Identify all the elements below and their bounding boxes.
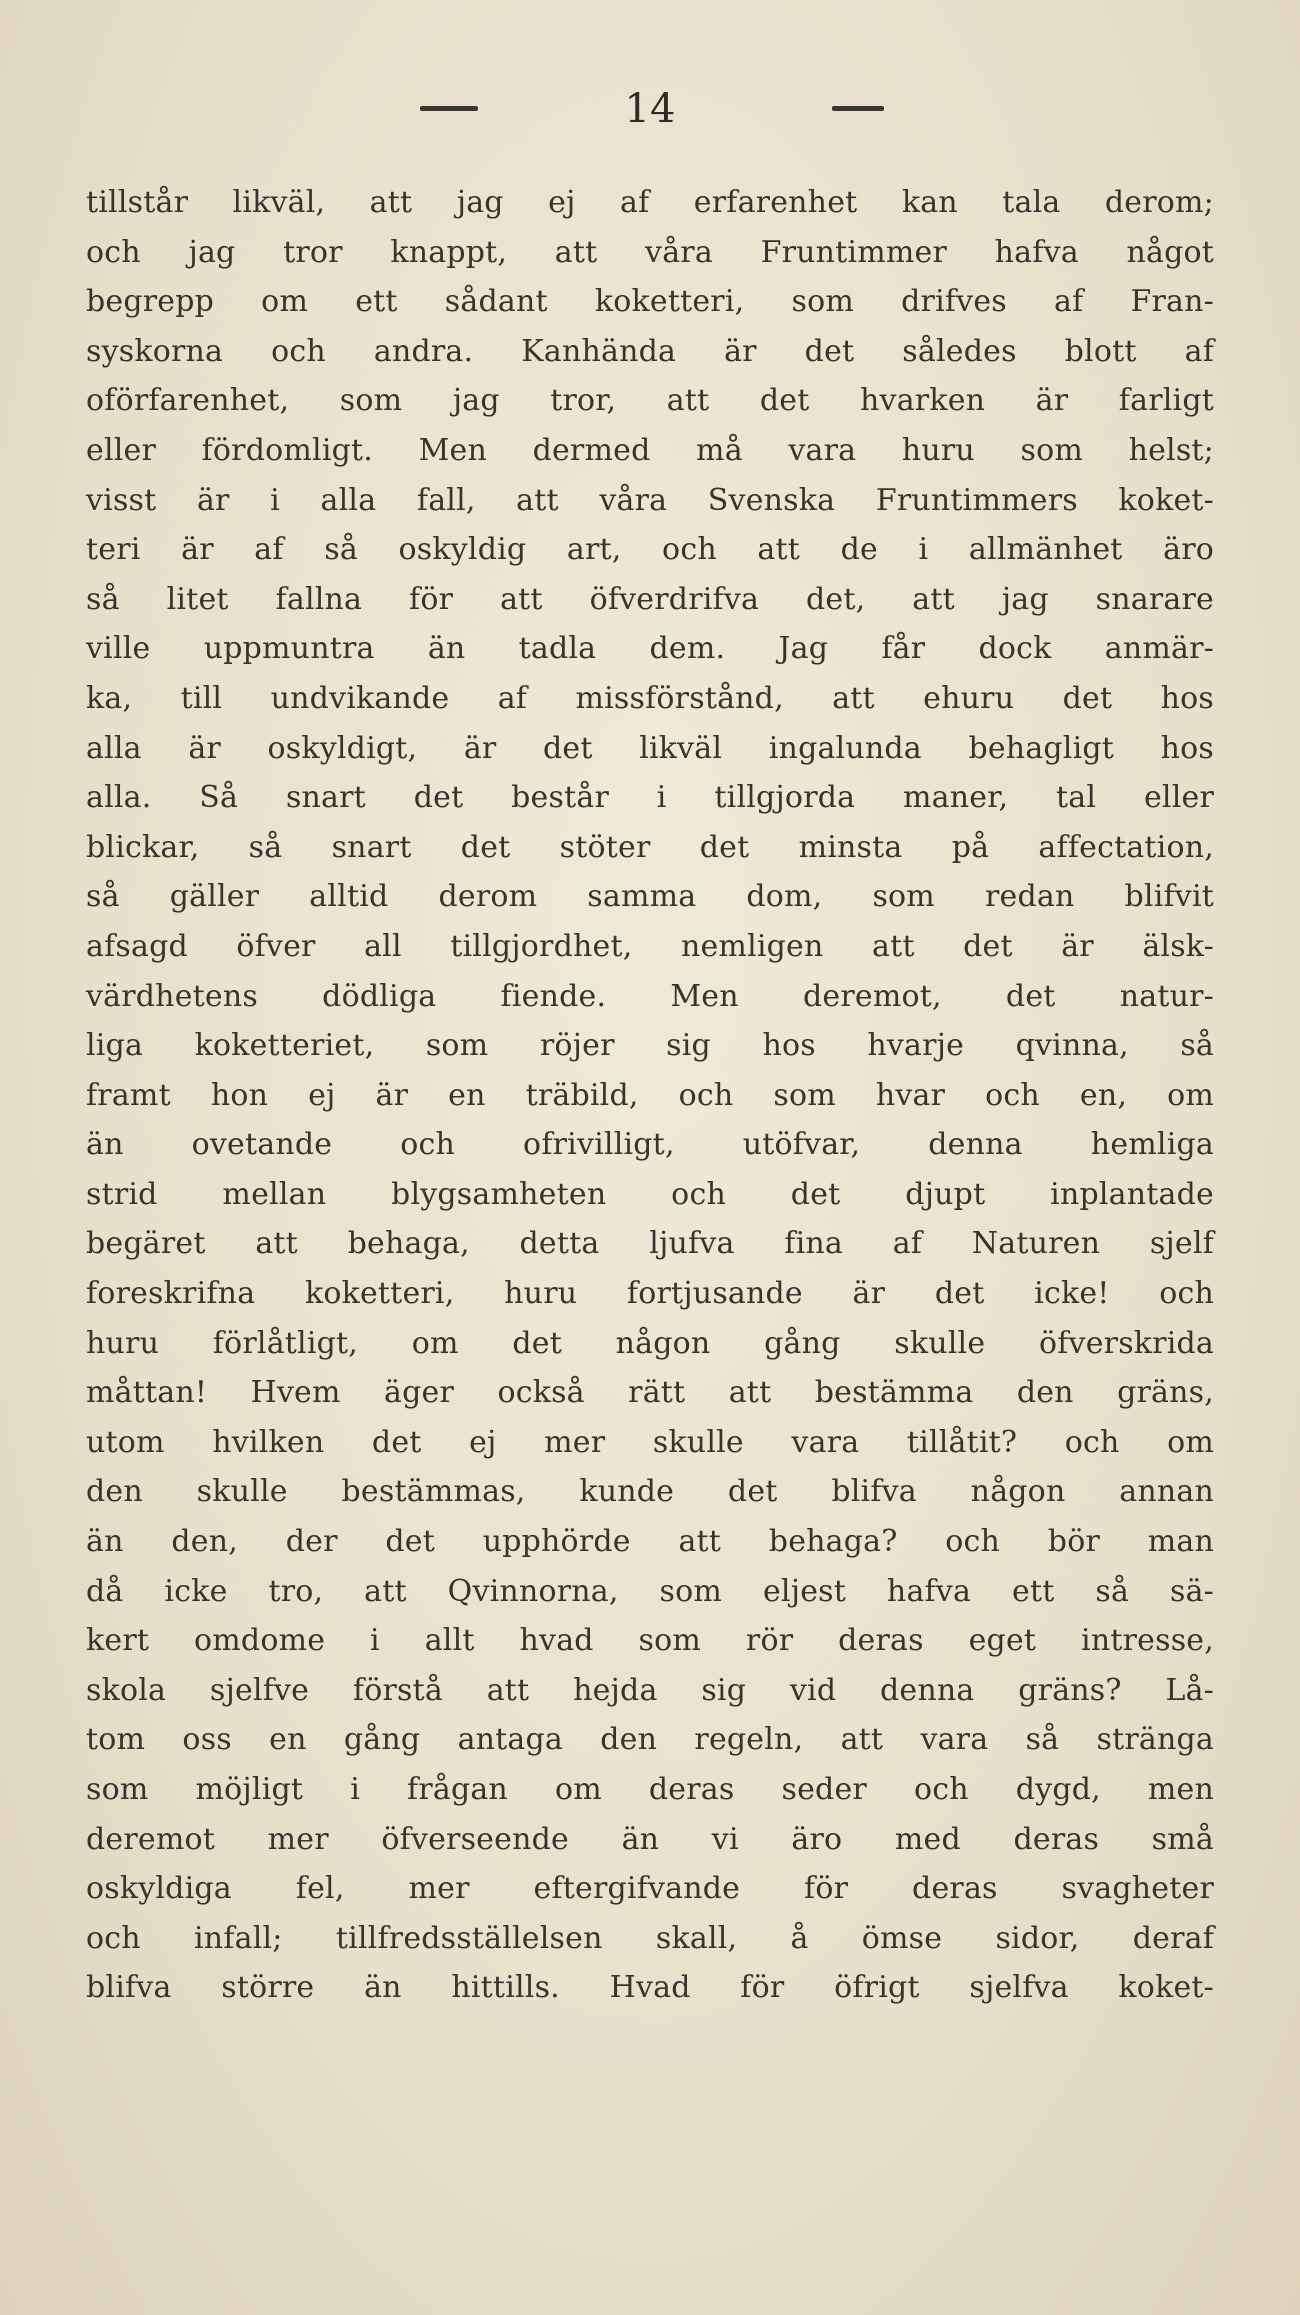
text-line: tillstår likväl, att jag ej af erfarenhet kan tala derom; — [86, 185, 1214, 220]
text-line: måttan! Hvem äger också rätt att bestämma den gräns, — [86, 1375, 1214, 1411]
text-line: kert omdome i allt hvad som rör deras eget intresse, — [86, 1623, 1214, 1659]
text-line: oförfarenhet, som jag tror, att det hvarken är farligt — [86, 383, 1214, 419]
text-line: foreskrifna koketteri, huru fortjusande är det icke! och — [86, 1276, 1214, 1312]
header-dash-right — [832, 106, 884, 111]
text-line: begrepp om ett sådant koketteri, som drifves af Fran- — [86, 284, 1214, 320]
text-line: skola sjelfve förstå att hejda sig vid denna gräns? Lå- — [86, 1672, 1214, 1708]
text-line: än ovetande och ofrivilligt, utöfvar, denna hemliga — [86, 1127, 1214, 1163]
text-line: eller fördomligt. Men dermed må vara huru som helst; — [86, 432, 1214, 468]
text-line: framt hon ej är en träbild, och som hvar och en, om — [86, 1077, 1214, 1113]
text-line: då icke tro, att Qvinnorna, som eljest hafva ett så sä- — [86, 1573, 1214, 1609]
text-line: begäret att behaga, detta ljufva fina af Naturen sjelf — [86, 1226, 1214, 1262]
text-line: alla. Så snart det består i tillgjorda maner, tal eller — [86, 780, 1214, 816]
page-header — [0, 86, 1300, 136]
text-line: afsagd öfver all tillgjordhet, nemligen att det är älsk- — [86, 928, 1214, 964]
text-line: den skulle bestämmas, kunde det blifva någon annan — [86, 1474, 1214, 1510]
text-line: teri är af så oskyldig art, och att de i allmänhet äro — [86, 532, 1214, 568]
text-line: utom hvilken det ej mer skulle vara tillåtit? och om — [86, 1424, 1214, 1460]
text-line: än den, der det upphörde att behaga? och bör man — [86, 1524, 1214, 1560]
text-line: så gäller alltid derom samma dom, som redan blifvit — [86, 879, 1214, 915]
header-dash-left — [420, 106, 478, 111]
body-text — [86, 178, 1214, 2013]
text-line: visst är i alla fall, att våra Svenska Fruntimmers koket- — [86, 482, 1214, 518]
text-line: oskyldiga fel, mer eftergifvande för deras svagheter — [86, 1871, 1214, 1907]
text-line: syskorna och andra. Kanhända är det således blott af — [86, 333, 1214, 369]
text-line: och jag tror knappt, att våra Fruntimmer hafva något — [86, 234, 1214, 270]
text-line: liga koketteriet, som röjer sig hos hvarje qvinna, så — [86, 1028, 1214, 1064]
text-line: värdhetens dödliga fiende. Men deremot, det natur- — [86, 978, 1214, 1014]
text-line: och infall; tillfredsställelsen skall, å ömse sidor, deraf — [86, 1920, 1214, 1956]
text-line: blickar, så snart det stöter det minsta på affectation, — [86, 829, 1214, 865]
page-number: 14 — [624, 86, 676, 132]
text-line: så litet fallna för att öfverdrifva det, att jag snarare — [86, 581, 1214, 617]
text-line: alla är oskyldigt, är det likväl ingalunda behagligt hos — [86, 730, 1214, 766]
text-line: ka, till undvikande af missförstånd, att ehuru det hos — [86, 680, 1214, 716]
text-line: deremot mer öfverseende än vi äro med deras små — [86, 1821, 1214, 1857]
text-line: blifva större än hittills. Hvad för öfrigt sjelfva koket- — [86, 1970, 1214, 2006]
text-line: ville uppmuntra än tadla dem. Jag får dock anmär- — [86, 631, 1214, 667]
text-line: strid mellan blygsamheten och det djupt inplantade — [86, 1176, 1214, 1212]
text-line: huru förlåtligt, om det någon gång skulle öfverskrida — [86, 1325, 1214, 1361]
text-line: tom oss en gång antaga den regeln, att vara så stränga — [86, 1722, 1214, 1758]
text-line: som möjligt i frågan om deras seder och dygd, men — [86, 1772, 1214, 1807]
